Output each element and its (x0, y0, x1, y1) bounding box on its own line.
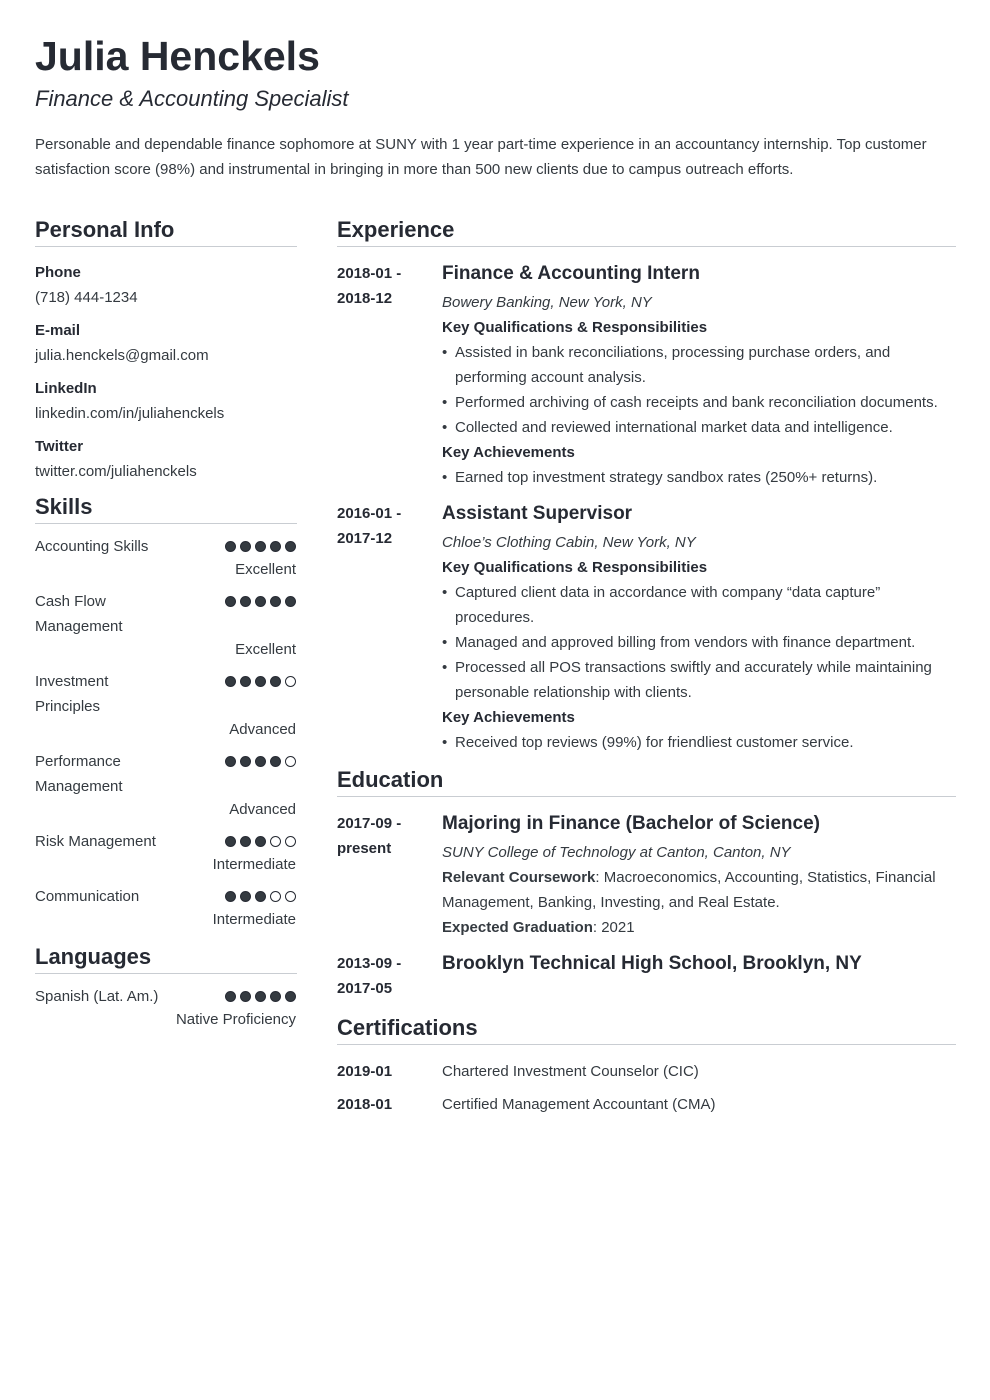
certifications-heading: Certifications (337, 1014, 956, 1045)
job-title: Finance & Accounting Intern (442, 263, 700, 284)
skill-name: Investment Principles (35, 673, 109, 715)
skill-level: Intermediate (212, 856, 296, 873)
skills-heading: Skills (35, 493, 297, 524)
skill-level: Excellent (235, 561, 296, 578)
linkedin-value: linkedin.com/in/juliahenckels (35, 405, 225, 422)
coursework-label: Relevant Coursework (442, 869, 596, 886)
achievements-list (442, 730, 956, 755)
education-heading: Education (337, 766, 956, 797)
date-end: present (337, 840, 392, 857)
skill-name: Performance Management (35, 753, 123, 795)
rating-dot-filled-icon (225, 891, 236, 902)
rating-dot-empty-icon (270, 836, 281, 847)
responsibilities-label: Key Qualifications & Responsibilities (442, 559, 708, 576)
cert-name: Chartered Investment Counselor (CIC) (442, 1063, 699, 1080)
education-entry (337, 951, 956, 1001)
rating-row-top (35, 669, 297, 719)
summary-text: Personable and dependable finance sophomore at SUNY with 1 year part-time experience in an accountancy internship. Top customer satisfaction score (98%) and instrumental in bringing in more than 500 new clients due to campus outreach efforts. (35, 136, 927, 178)
left-column (35, 216, 297, 1039)
rating-row (35, 829, 297, 876)
school: SUNY College of Technology at Canton, Canton, NY (442, 844, 791, 861)
cert-date: 2019-01 (337, 1063, 393, 1080)
rating-dot-filled-icon (225, 676, 236, 687)
education-entry (337, 811, 956, 940)
list-item: • Collected and reviewed international market data and intelligence. (442, 415, 956, 440)
languages-section (35, 943, 297, 1031)
degree-title: Majoring in Finance (Bachelor of Science) (442, 813, 820, 834)
experience-list (337, 247, 956, 755)
rating-dot-filled-icon (240, 891, 251, 902)
date-start: 2016-01 - (337, 505, 402, 522)
certification-entry (337, 1059, 956, 1084)
entry-body (442, 951, 956, 1001)
skill-name: Risk Management (35, 833, 156, 850)
rating-dot-filled-icon (240, 836, 251, 847)
rating-row-top (35, 984, 297, 1009)
date-end: 2017-12 (337, 530, 393, 547)
rating-row (35, 749, 297, 821)
rating-dot-filled-icon (240, 676, 251, 687)
certifications-list (337, 1045, 956, 1117)
rating-row-top (35, 589, 297, 639)
certification-entry (337, 1092, 956, 1117)
employer: Bowery Banking, New York, NY (442, 294, 652, 311)
candidate-name: Julia Henckels (35, 33, 320, 79)
graduation (442, 915, 956, 940)
rating-dot-filled-icon (270, 676, 281, 687)
skill-level: Intermediate (212, 911, 296, 928)
personal-info-heading: Personal Info (35, 216, 297, 247)
rating-dot-filled-icon (285, 541, 296, 552)
skill-name: Accounting Skills (35, 538, 149, 555)
list-item: • Processed all POS transactions swiftly and accurately while maintaining personable relationship with clients. (442, 655, 956, 705)
languages-list (35, 974, 297, 1031)
graduation-label: Expected Graduation (442, 919, 593, 936)
rating-dot-empty-icon (285, 836, 296, 847)
rating-dot-empty-icon (285, 676, 296, 687)
rating-row (35, 884, 297, 931)
skill-name: Cash Flow Management (35, 593, 123, 635)
rating-dot-filled-icon (240, 596, 251, 607)
email-value: julia.henckels@gmail.com (35, 347, 209, 364)
education-section (337, 766, 956, 1001)
twitter-value: twitter.com/juliahenckels (35, 463, 197, 480)
responsibilities-list (442, 580, 956, 705)
education-list (337, 797, 956, 1001)
phone-label: Phone (35, 264, 81, 281)
rating-dot-filled-icon (270, 596, 281, 607)
skills-section (35, 493, 297, 931)
list-item: • Earned top investment strategy sandbox rates (250%+ returns). (442, 465, 956, 490)
date-start: 2013-09 - (337, 955, 402, 972)
rating-dot-filled-icon (225, 836, 236, 847)
date-start: 2017-09 - (337, 815, 402, 832)
rating-dot-empty-icon (270, 891, 281, 902)
rating-dots (225, 829, 297, 847)
graduation-value: : 2021 (592, 919, 635, 936)
entry-date (337, 261, 442, 490)
responsibilities-list (442, 340, 956, 440)
list-item: • Performed archiving of cash receipts and bank reconciliation documents. (442, 390, 956, 415)
date-end: 2018-12 (337, 290, 393, 307)
employer: Chloe’s Clothing Cabin, New York, NY (442, 534, 696, 551)
entry-body (442, 501, 956, 755)
skills-list (35, 524, 297, 931)
experience-entry (337, 261, 956, 490)
rating-row-top (35, 749, 297, 799)
rating-dot-filled-icon (240, 756, 251, 767)
experience-heading: Experience (337, 216, 956, 247)
degree-title: Brooklyn Technical High School, Brooklyn, NY (442, 953, 862, 974)
date-end: 2017-05 (337, 980, 393, 997)
responsibilities-label: Key Qualifications & Responsibilities (442, 319, 708, 336)
personal-info-section (35, 216, 297, 484)
achievements-label: Key Achievements (442, 444, 575, 461)
languages-heading: Languages (35, 943, 297, 974)
skill-name: Spanish (Lat. Am.) (35, 988, 159, 1005)
rating-dot-filled-icon (255, 676, 266, 687)
list-item: • Captured client data in accordance with company “data capture” procedures. (442, 580, 956, 630)
job-title: Assistant Supervisor (442, 503, 633, 524)
rating-dot-filled-icon (270, 991, 281, 1002)
date-start: 2018-01 - (337, 265, 402, 282)
cert-name: Certified Management Accountant (CMA) (442, 1096, 716, 1113)
rating-dot-filled-icon (240, 541, 251, 552)
rating-row-top (35, 884, 297, 909)
linkedin-label: LinkedIn (35, 380, 97, 397)
rating-dot-filled-icon (285, 596, 296, 607)
rating-dot-filled-icon (270, 756, 281, 767)
rating-dot-filled-icon (270, 541, 281, 552)
rating-dot-filled-icon (255, 541, 266, 552)
skill-name: Communication (35, 888, 140, 905)
twitter-label: Twitter (35, 438, 84, 455)
right-column (337, 216, 956, 1125)
rating-dot-filled-icon (255, 836, 266, 847)
entry-body (442, 811, 956, 940)
entry-date (337, 811, 442, 940)
experience-entry (337, 501, 956, 755)
phone-value: (718) 444-1234 (35, 289, 138, 306)
skill-level: Advanced (229, 801, 296, 818)
rating-row-top (35, 534, 297, 559)
rating-row-top (35, 829, 297, 854)
rating-row (35, 534, 297, 581)
entry-date (337, 501, 442, 755)
skill-level: Excellent (235, 641, 296, 658)
rating-row (35, 669, 297, 741)
rating-dot-filled-icon (285, 991, 296, 1002)
rating-dots (225, 749, 297, 767)
skill-level: Native Proficiency (175, 1011, 296, 1028)
list-item: • Managed and approved billing from vendors with finance department. (442, 630, 956, 655)
rating-dot-filled-icon (255, 756, 266, 767)
list-item: • Received top reviews (99%) for friendliest customer service. (442, 730, 956, 755)
entry-body (442, 261, 956, 490)
rating-dots (225, 884, 297, 902)
certifications-section (337, 1014, 956, 1117)
skill-level: Advanced (229, 721, 296, 738)
rating-dot-filled-icon (225, 991, 236, 1002)
rating-dots (225, 589, 297, 607)
cert-date: 2018-01 (337, 1096, 393, 1113)
rating-dot-empty-icon (285, 891, 296, 902)
rating-dot-filled-icon (225, 596, 236, 607)
rating-dot-filled-icon (240, 991, 251, 1002)
rating-dots (225, 984, 297, 1002)
achievements-label: Key Achievements (442, 709, 575, 726)
rating-dot-filled-icon (255, 991, 266, 1002)
rating-dot-filled-icon (255, 596, 266, 607)
coursework (442, 865, 956, 915)
rating-dot-filled-icon (225, 756, 236, 767)
coursework-value: : Macroeconomics, Accounting, Statistics, Financial Management, Banking, Investing, and Real Estate. (442, 869, 936, 911)
rating-dots (225, 669, 297, 687)
experience-section (337, 216, 956, 755)
personal-info-list (35, 247, 297, 484)
rating-row (35, 589, 297, 661)
entry-date (337, 951, 442, 1001)
rating-dot-empty-icon (285, 756, 296, 767)
email-label: E-mail (35, 322, 81, 339)
list-item: • Assisted in bank reconciliations, processing purchase orders, and performing account analysis. (442, 340, 956, 390)
rating-dots (225, 534, 297, 552)
rating-dot-filled-icon (225, 541, 236, 552)
rating-row (35, 984, 297, 1031)
achievements-list (442, 465, 956, 490)
rating-dot-filled-icon (255, 891, 266, 902)
candidate-title: Finance & Accounting Specialist (35, 86, 349, 111)
